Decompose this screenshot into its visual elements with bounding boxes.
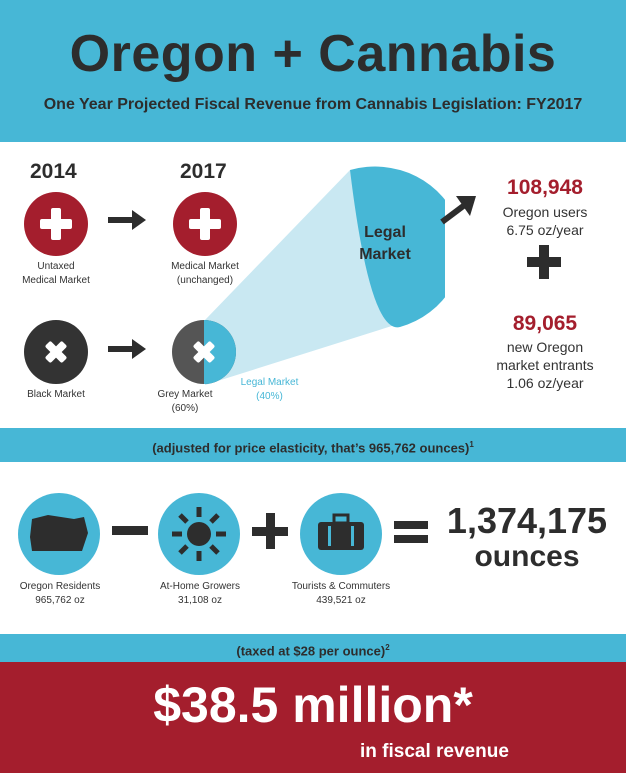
footnote-2: 2 — [385, 643, 390, 652]
sun-icon — [158, 493, 240, 575]
arrow-right-icon — [108, 337, 148, 361]
black-market-x-icon — [24, 320, 88, 384]
suitcase-icon — [300, 493, 382, 575]
oregon-users-text: Oregon users 6.75 oz/year — [502, 204, 588, 238]
elasticity-band — [0, 428, 626, 462]
elasticity-text: (adjusted for price elasticity, that’s 965,762 ounces) — [152, 440, 470, 456]
minus-icon — [112, 526, 148, 535]
legal-market-small-label: Legal Market (40%) — [240, 377, 299, 402]
grey-market-label: Grey Market (60%) — [157, 389, 213, 414]
black-market-label: Black Market — [27, 389, 85, 400]
total-ounces-number: 1,374,175 — [446, 500, 608, 541]
oregon-users-count: 108,948 — [507, 176, 583, 199]
plus-icon-vertical — [266, 513, 275, 549]
plus-icon-vertical — [539, 245, 549, 279]
new-entrants-text: new Oregon market entrants 1.06 oz/year — [496, 339, 594, 391]
year-2017: 2017 — [180, 160, 227, 183]
untaxed-medical-label: Untaxed Medical Market — [22, 261, 90, 286]
tax-rate-text: (taxed at $28 per ounce) — [236, 643, 386, 659]
oregon-residents-map-icon — [18, 493, 100, 575]
tax-rate-band — [0, 634, 626, 662]
home-growers-label: At-Home Growers 31,108 oz — [159, 581, 240, 606]
footnote-1: 1 — [469, 440, 474, 449]
medical-cross-icon-2014 — [24, 192, 88, 256]
equals-icon-lower — [394, 535, 428, 543]
page-title: Oregon + Cannabis — [69, 25, 557, 83]
oregon-residents-label: Oregon Residents 965,762 oz — [19, 581, 101, 606]
total-ounces-unit: ounces — [474, 540, 580, 573]
fiscal-revenue-label: in fiscal revenue — [360, 741, 509, 762]
arrow-right-icon — [108, 208, 148, 232]
legal-market-big-label: Legal Market — [359, 224, 411, 263]
tourists-label: Tourists & Commuters 439,521 oz — [291, 581, 391, 606]
fiscal-revenue-amount: $38.5 million* — [153, 677, 473, 733]
equals-icon — [394, 521, 428, 529]
new-entrants-count: 89,065 — [512, 312, 578, 335]
medical-unchanged-label: Medical Market (unchanged) — [171, 261, 239, 286]
year-2014: 2014 — [30, 160, 77, 183]
page-subtitle: One Year Projected Fiscal Revenue from Cannabis Legislation: FY2017 — [43, 96, 583, 113]
